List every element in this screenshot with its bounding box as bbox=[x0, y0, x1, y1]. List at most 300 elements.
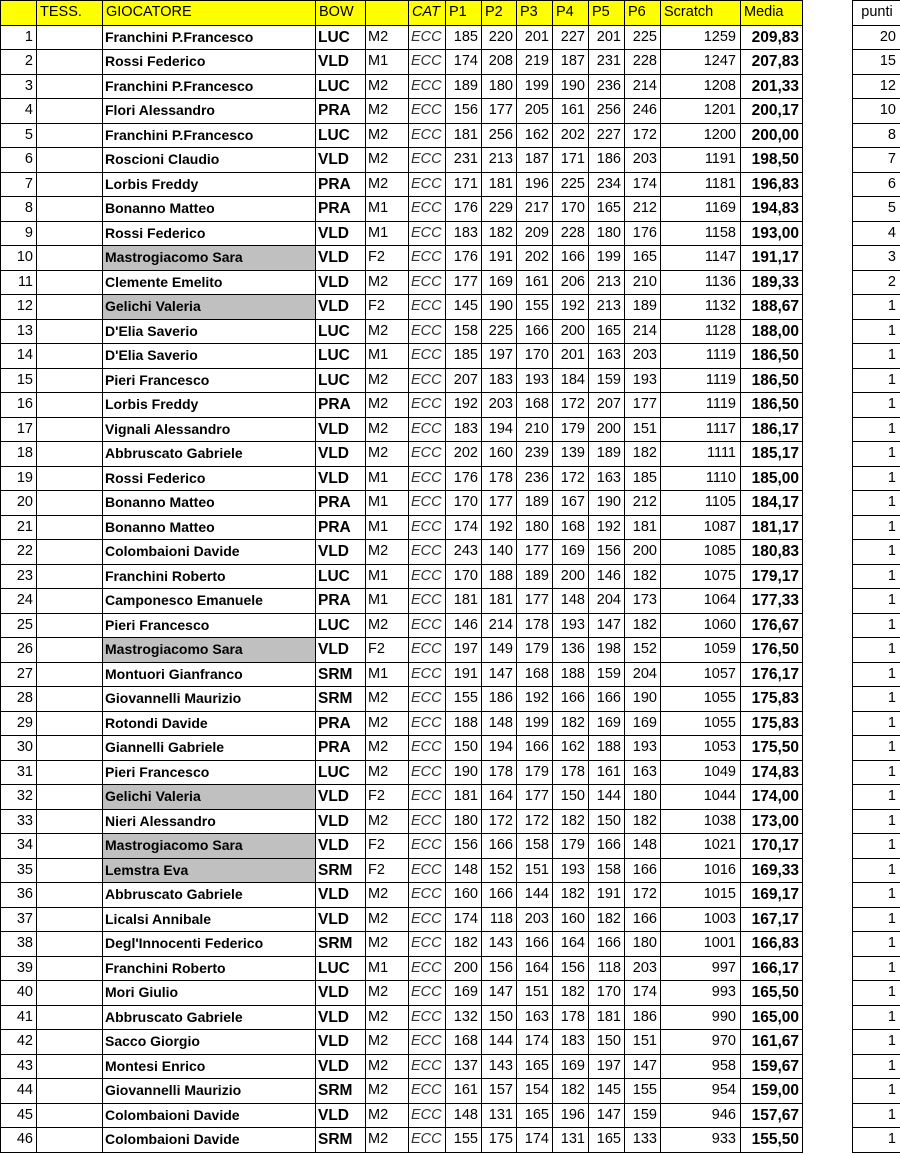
category: ECC bbox=[409, 393, 446, 418]
score-p2: 152 bbox=[482, 858, 517, 883]
scratch-total: 1044 bbox=[661, 785, 741, 810]
header-tess: TESS. bbox=[37, 1, 103, 26]
score-p6: 159 bbox=[625, 1103, 661, 1128]
table-row bbox=[1, 148, 803, 173]
points-row bbox=[853, 74, 900, 99]
scratch-total: 1087 bbox=[661, 515, 741, 540]
scratch-total: 993 bbox=[661, 981, 741, 1006]
score-p6: 228 bbox=[625, 50, 661, 75]
score-p5: 182 bbox=[589, 907, 625, 932]
points-row bbox=[853, 809, 900, 834]
average: 176,17 bbox=[741, 662, 803, 687]
class-code: M2 bbox=[366, 393, 409, 418]
class-code: M2 bbox=[366, 172, 409, 197]
points-value: 1 bbox=[853, 393, 900, 418]
header-p1: P1 bbox=[446, 1, 482, 26]
row-position: 33 bbox=[1, 809, 37, 834]
points-row bbox=[853, 1054, 900, 1079]
category: ECC bbox=[409, 319, 446, 344]
bow-code: VLD bbox=[316, 809, 366, 834]
score-p2: 180 bbox=[482, 74, 517, 99]
scratch-total: 1021 bbox=[661, 834, 741, 859]
average: 181,17 bbox=[741, 515, 803, 540]
class-code: M2 bbox=[366, 1054, 409, 1079]
score-p2: 256 bbox=[482, 123, 517, 148]
table-row bbox=[1, 319, 803, 344]
table-row bbox=[1, 466, 803, 491]
points-row bbox=[853, 123, 900, 148]
score-p5: 159 bbox=[589, 662, 625, 687]
points-value: 1 bbox=[853, 956, 900, 981]
score-p1: 137 bbox=[446, 1054, 482, 1079]
score-p6: 189 bbox=[625, 295, 661, 320]
score-p4: 136 bbox=[553, 638, 589, 663]
table-row bbox=[1, 1103, 803, 1128]
average: 185,17 bbox=[741, 442, 803, 467]
row-position: 31 bbox=[1, 760, 37, 785]
score-p3: 203 bbox=[517, 907, 553, 932]
score-p4: 148 bbox=[553, 589, 589, 614]
player-name: Degl'Innocenti Federico bbox=[103, 932, 316, 957]
row-position: 15 bbox=[1, 368, 37, 393]
score-p6: 174 bbox=[625, 981, 661, 1006]
points-row bbox=[853, 883, 900, 908]
player-name: Rotondi Davide bbox=[103, 711, 316, 736]
bow-code: SRM bbox=[316, 1128, 366, 1153]
header-p6: P6 bbox=[625, 1, 661, 26]
class-code: M2 bbox=[366, 809, 409, 834]
points-value: 1 bbox=[853, 1079, 900, 1104]
score-p1: 188 bbox=[446, 711, 482, 736]
class-code: M2 bbox=[366, 540, 409, 565]
table-row bbox=[1, 1054, 803, 1079]
score-p3: 164 bbox=[517, 956, 553, 981]
table-row bbox=[1, 270, 803, 295]
score-p5: 231 bbox=[589, 50, 625, 75]
score-p4: 187 bbox=[553, 50, 589, 75]
points-row bbox=[853, 491, 900, 516]
score-p4: 156 bbox=[553, 956, 589, 981]
class-code: M1 bbox=[366, 221, 409, 246]
table-row bbox=[1, 295, 803, 320]
category: ECC bbox=[409, 589, 446, 614]
score-p6: 165 bbox=[625, 246, 661, 271]
class-code: M1 bbox=[366, 589, 409, 614]
tess-cell bbox=[37, 319, 103, 344]
score-p2: 203 bbox=[482, 393, 517, 418]
class-code: M2 bbox=[366, 736, 409, 761]
average: 198,50 bbox=[741, 148, 803, 173]
score-p5: 213 bbox=[589, 270, 625, 295]
average: 167,17 bbox=[741, 907, 803, 932]
score-p5: 147 bbox=[589, 613, 625, 638]
score-p6: 155 bbox=[625, 1079, 661, 1104]
score-p3: 166 bbox=[517, 736, 553, 761]
class-code: M2 bbox=[366, 981, 409, 1006]
bow-code: VLD bbox=[316, 1103, 366, 1128]
points-row bbox=[853, 711, 900, 736]
row-position: 45 bbox=[1, 1103, 37, 1128]
score-p4: 179 bbox=[553, 834, 589, 859]
score-p2: 166 bbox=[482, 834, 517, 859]
tess-cell bbox=[37, 883, 103, 908]
points-value: 1 bbox=[853, 638, 900, 663]
score-p5: 256 bbox=[589, 99, 625, 124]
tess-cell bbox=[37, 638, 103, 663]
table-row bbox=[1, 1005, 803, 1030]
row-position: 19 bbox=[1, 466, 37, 491]
bow-code: VLD bbox=[316, 270, 366, 295]
row-position: 21 bbox=[1, 515, 37, 540]
points-row bbox=[853, 295, 900, 320]
row-position: 5 bbox=[1, 123, 37, 148]
score-p3: 177 bbox=[517, 540, 553, 565]
score-p3: 189 bbox=[517, 491, 553, 516]
score-p5: 118 bbox=[589, 956, 625, 981]
score-p3: 205 bbox=[517, 99, 553, 124]
score-p2: 131 bbox=[482, 1103, 517, 1128]
score-p1: 168 bbox=[446, 1030, 482, 1055]
score-p2: 220 bbox=[482, 25, 517, 50]
score-p3: 209 bbox=[517, 221, 553, 246]
score-p1: 170 bbox=[446, 564, 482, 589]
score-p2: 214 bbox=[482, 613, 517, 638]
score-p5: 213 bbox=[589, 295, 625, 320]
table-row bbox=[1, 1030, 803, 1055]
scratch-total: 990 bbox=[661, 1005, 741, 1030]
category: ECC bbox=[409, 148, 446, 173]
header-position bbox=[1, 1, 37, 26]
points-row bbox=[853, 540, 900, 565]
tess-cell bbox=[37, 491, 103, 516]
category: ECC bbox=[409, 172, 446, 197]
tess-cell bbox=[37, 760, 103, 785]
points-value: 1 bbox=[853, 981, 900, 1006]
player-name: Giovannelli Maurizio bbox=[103, 1079, 316, 1104]
score-p1: 174 bbox=[446, 907, 482, 932]
points-row bbox=[853, 246, 900, 271]
points-row bbox=[853, 981, 900, 1006]
header-punti: punti bbox=[853, 1, 900, 26]
points-row bbox=[853, 858, 900, 883]
score-p4: 161 bbox=[553, 99, 589, 124]
score-p3: 193 bbox=[517, 368, 553, 393]
scratch-total: 1259 bbox=[661, 25, 741, 50]
score-p4: 184 bbox=[553, 368, 589, 393]
points-value: 1 bbox=[853, 834, 900, 859]
score-p3: 151 bbox=[517, 981, 553, 1006]
score-p2: 140 bbox=[482, 540, 517, 565]
average: 166,83 bbox=[741, 932, 803, 957]
scratch-total: 1059 bbox=[661, 638, 741, 663]
bow-code: PRA bbox=[316, 172, 366, 197]
score-p2: 192 bbox=[482, 515, 517, 540]
score-p3: 179 bbox=[517, 760, 553, 785]
table-row bbox=[1, 834, 803, 859]
class-code: F2 bbox=[366, 638, 409, 663]
score-p1: 170 bbox=[446, 491, 482, 516]
points-value: 1 bbox=[853, 613, 900, 638]
points-value: 1 bbox=[853, 760, 900, 785]
score-p3: 151 bbox=[517, 858, 553, 883]
player-name: Pieri Francesco bbox=[103, 760, 316, 785]
player-name: Colombaioni Davide bbox=[103, 540, 316, 565]
player-name: Gelichi Valeria bbox=[103, 785, 316, 810]
player-name: Lorbis Freddy bbox=[103, 393, 316, 418]
row-position: 13 bbox=[1, 319, 37, 344]
bow-code: LUC bbox=[316, 25, 366, 50]
tess-cell bbox=[37, 956, 103, 981]
tess-cell bbox=[37, 270, 103, 295]
points-row bbox=[853, 736, 900, 761]
points-row bbox=[853, 197, 900, 222]
header-p4: P4 bbox=[553, 1, 589, 26]
score-p5: 165 bbox=[589, 197, 625, 222]
header-media: Media bbox=[741, 1, 803, 26]
class-code: M2 bbox=[366, 711, 409, 736]
table-row bbox=[1, 491, 803, 516]
average: 189,33 bbox=[741, 270, 803, 295]
scratch-total: 1110 bbox=[661, 466, 741, 491]
category: ECC bbox=[409, 246, 446, 271]
table-row bbox=[1, 932, 803, 957]
score-p4: 162 bbox=[553, 736, 589, 761]
score-p3: 155 bbox=[517, 295, 553, 320]
score-p5: 156 bbox=[589, 540, 625, 565]
points-value: 1 bbox=[853, 589, 900, 614]
score-p6: 148 bbox=[625, 834, 661, 859]
points-value: 1 bbox=[853, 368, 900, 393]
table-row bbox=[1, 809, 803, 834]
score-p6: 190 bbox=[625, 687, 661, 712]
score-p1: 180 bbox=[446, 809, 482, 834]
tess-cell bbox=[37, 295, 103, 320]
class-code: M2 bbox=[366, 25, 409, 50]
row-position: 37 bbox=[1, 907, 37, 932]
table-row bbox=[1, 172, 803, 197]
class-code: M2 bbox=[366, 1079, 409, 1104]
score-p5: 158 bbox=[589, 858, 625, 883]
player-name: Mastrogiacomo Sara bbox=[103, 246, 316, 271]
bow-code: SRM bbox=[316, 662, 366, 687]
bow-code: PRA bbox=[316, 711, 366, 736]
player-name: Montuori Gianfranco bbox=[103, 662, 316, 687]
score-p4: 193 bbox=[553, 613, 589, 638]
score-p4: 139 bbox=[553, 442, 589, 467]
score-p1: 145 bbox=[446, 295, 482, 320]
points-row bbox=[853, 1079, 900, 1104]
bow-code: LUC bbox=[316, 319, 366, 344]
points-value: 1 bbox=[853, 809, 900, 834]
scratch-total: 1119 bbox=[661, 393, 741, 418]
score-p6: 182 bbox=[625, 809, 661, 834]
score-p6: 176 bbox=[625, 221, 661, 246]
points-row bbox=[853, 1103, 900, 1128]
scratch-total: 1015 bbox=[661, 883, 741, 908]
bow-code: VLD bbox=[316, 1054, 366, 1079]
standings-body bbox=[1, 25, 803, 1152]
score-p5: 190 bbox=[589, 491, 625, 516]
bow-code: VLD bbox=[316, 1005, 366, 1030]
row-position: 25 bbox=[1, 613, 37, 638]
score-p1: 200 bbox=[446, 956, 482, 981]
score-p4: 171 bbox=[553, 148, 589, 173]
average: 169,33 bbox=[741, 858, 803, 883]
score-p6: 181 bbox=[625, 515, 661, 540]
points-row bbox=[853, 148, 900, 173]
class-code: M2 bbox=[366, 1103, 409, 1128]
table-row bbox=[1, 197, 803, 222]
score-p3: 174 bbox=[517, 1030, 553, 1055]
score-p4: 182 bbox=[553, 883, 589, 908]
score-p1: 231 bbox=[446, 148, 482, 173]
average: 170,17 bbox=[741, 834, 803, 859]
score-p6: 172 bbox=[625, 123, 661, 148]
average: 159,67 bbox=[741, 1054, 803, 1079]
score-p2: 188 bbox=[482, 564, 517, 589]
score-p1: 176 bbox=[446, 246, 482, 271]
category: ECC bbox=[409, 368, 446, 393]
class-code: M2 bbox=[366, 1128, 409, 1153]
average: 209,83 bbox=[741, 25, 803, 50]
average: 200,17 bbox=[741, 99, 803, 124]
score-p6: 203 bbox=[625, 148, 661, 173]
score-p2: 194 bbox=[482, 736, 517, 761]
average: 177,33 bbox=[741, 589, 803, 614]
bow-code: VLD bbox=[316, 981, 366, 1006]
row-position: 9 bbox=[1, 221, 37, 246]
tess-cell bbox=[37, 25, 103, 50]
average: 175,83 bbox=[741, 687, 803, 712]
score-p2: 156 bbox=[482, 956, 517, 981]
score-p1: 169 bbox=[446, 981, 482, 1006]
score-p5: 161 bbox=[589, 760, 625, 785]
score-p4: 169 bbox=[553, 540, 589, 565]
class-code: F2 bbox=[366, 246, 409, 271]
class-code: M1 bbox=[366, 50, 409, 75]
class-code: M2 bbox=[366, 442, 409, 467]
points-header-row bbox=[853, 1, 900, 26]
bow-code: VLD bbox=[316, 540, 366, 565]
points-row bbox=[853, 99, 900, 124]
score-p3: 165 bbox=[517, 1103, 553, 1128]
scratch-total: 1049 bbox=[661, 760, 741, 785]
bow-code: LUC bbox=[316, 613, 366, 638]
row-position: 35 bbox=[1, 858, 37, 883]
points-value: 8 bbox=[853, 123, 900, 148]
score-p1: 150 bbox=[446, 736, 482, 761]
header-scratch: Scratch bbox=[661, 1, 741, 26]
score-p5: 181 bbox=[589, 1005, 625, 1030]
scratch-total: 1119 bbox=[661, 344, 741, 369]
scratch-total: 1016 bbox=[661, 858, 741, 883]
score-p3: 165 bbox=[517, 1054, 553, 1079]
score-p6: 185 bbox=[625, 466, 661, 491]
score-p4: 166 bbox=[553, 246, 589, 271]
score-p1: 174 bbox=[446, 50, 482, 75]
row-position: 24 bbox=[1, 589, 37, 614]
points-row bbox=[853, 956, 900, 981]
tess-cell bbox=[37, 368, 103, 393]
score-p5: 189 bbox=[589, 442, 625, 467]
header-row bbox=[1, 1, 803, 26]
scratch-total: 1181 bbox=[661, 172, 741, 197]
tess-cell bbox=[37, 1128, 103, 1153]
bow-code: LUC bbox=[316, 368, 366, 393]
score-p6: 212 bbox=[625, 491, 661, 516]
score-p2: 177 bbox=[482, 491, 517, 516]
score-p1: 185 bbox=[446, 344, 482, 369]
score-p4: 192 bbox=[553, 295, 589, 320]
tess-cell bbox=[37, 858, 103, 883]
category: ECC bbox=[409, 638, 446, 663]
player-name: Colombaioni Davide bbox=[103, 1103, 316, 1128]
score-p5: 198 bbox=[589, 638, 625, 663]
points-value: 1 bbox=[853, 540, 900, 565]
points-value: 1 bbox=[853, 736, 900, 761]
score-p3: 202 bbox=[517, 246, 553, 271]
score-p6: 174 bbox=[625, 172, 661, 197]
score-p1: 190 bbox=[446, 760, 482, 785]
score-p3: 201 bbox=[517, 25, 553, 50]
table-row bbox=[1, 393, 803, 418]
category: ECC bbox=[409, 442, 446, 467]
score-p3: 199 bbox=[517, 711, 553, 736]
average: 173,00 bbox=[741, 809, 803, 834]
score-p6: 172 bbox=[625, 883, 661, 908]
score-p3: 170 bbox=[517, 344, 553, 369]
score-p4: 200 bbox=[553, 564, 589, 589]
score-p6: 182 bbox=[625, 613, 661, 638]
player-name: Lemstra Eva bbox=[103, 858, 316, 883]
category: ECC bbox=[409, 1079, 446, 1104]
score-p3: 178 bbox=[517, 613, 553, 638]
average: 157,67 bbox=[741, 1103, 803, 1128]
class-code: M2 bbox=[366, 74, 409, 99]
category: ECC bbox=[409, 883, 446, 908]
score-p5: 201 bbox=[589, 25, 625, 50]
score-p1: 148 bbox=[446, 858, 482, 883]
score-p6: 169 bbox=[625, 711, 661, 736]
tess-cell bbox=[37, 99, 103, 124]
score-p3: 158 bbox=[517, 834, 553, 859]
tess-cell bbox=[37, 172, 103, 197]
scratch-total: 1191 bbox=[661, 148, 741, 173]
score-p5: 236 bbox=[589, 74, 625, 99]
score-p2: 181 bbox=[482, 172, 517, 197]
score-p3: 161 bbox=[517, 270, 553, 295]
score-p4: 190 bbox=[553, 74, 589, 99]
class-code: M2 bbox=[366, 368, 409, 393]
scratch-total: 1105 bbox=[661, 491, 741, 516]
score-p2: 191 bbox=[482, 246, 517, 271]
tess-cell bbox=[37, 564, 103, 589]
points-value: 15 bbox=[853, 50, 900, 75]
player-name: D'Elia Saverio bbox=[103, 344, 316, 369]
table-row bbox=[1, 883, 803, 908]
points-row bbox=[853, 1128, 900, 1153]
average: 184,17 bbox=[741, 491, 803, 516]
category: ECC bbox=[409, 834, 446, 859]
points-row bbox=[853, 932, 900, 957]
score-p4: 178 bbox=[553, 1005, 589, 1030]
table-row bbox=[1, 589, 803, 614]
class-code: M2 bbox=[366, 1005, 409, 1030]
score-p5: 166 bbox=[589, 932, 625, 957]
scratch-total: 954 bbox=[661, 1079, 741, 1104]
player-name: Flori Alessandro bbox=[103, 99, 316, 124]
player-name: Franchini Roberto bbox=[103, 956, 316, 981]
